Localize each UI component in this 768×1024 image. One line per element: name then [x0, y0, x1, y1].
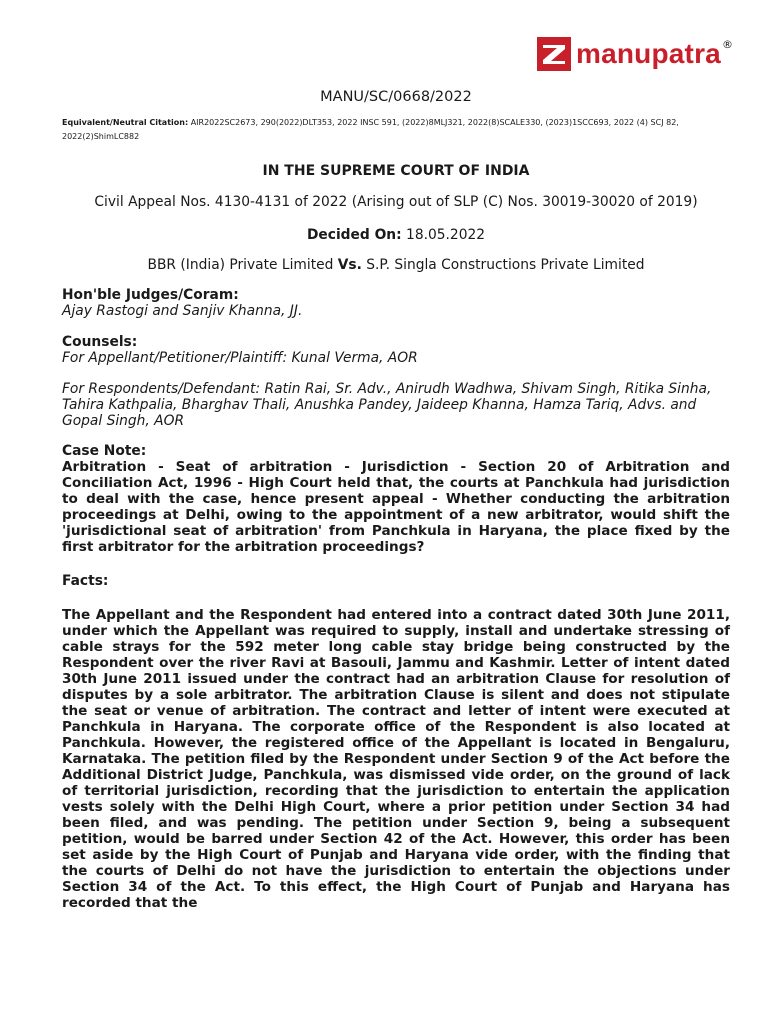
document-body [62, 86, 730, 911]
judges-names: Ajay Rastogi and Sanjiv Khanna, JJ. [62, 303, 303, 319]
appeal-number: Civil Appeal Nos. 4130-4131 of 2022 (Arising out of SLP (C) Nos. 30019-30020 of 2019) [94, 194, 698, 210]
counsels-section [62, 334, 730, 429]
case-note-text: Arbitration - Seat of arbitration - Jurisdiction - Section 20 of Arbitration and Conciliation Act, 1996 - High Court held that, the courts at Panchkula had jurisdiction to deal with the case, hence present appeal - Whether conducting the arbitration proceedings at Delhi, owing to the appointment of a new arbitrator, would shift the 'jurisdictional seat of arbitration' from Panchkula in Haryana, the place fixed by the first arbitrator for the arbitration proceedings? [62, 459, 730, 555]
decided-label: Decided On: [306, 227, 402, 243]
registered-mark: ® [721, 38, 733, 51]
manu-citation-id: MANU/SC/0668/2022 [320, 89, 472, 105]
judges-section [62, 287, 730, 319]
manupatra-logo [537, 37, 733, 71]
citation-text: AIR2022SC2673, 290(2022)DLT353, 2022 INSC 591, (2022)8MLJ321, 2022(8)SCALE330, (2023)1SCC693, 2022 (4) SCJ 82, 2022(2)ShimLC882 [62, 118, 679, 141]
case-note-heading: Case Note: [62, 443, 147, 459]
manupatra-logo-icon [537, 37, 571, 71]
manupatra-logo-text: manupatra [576, 38, 721, 69]
counsels-heading: Counsels: [62, 334, 138, 350]
versus-label: Vs. [337, 257, 362, 273]
facts-text: The Appellant and the Respondent had entered into a contract dated 30th June 2011, under which the Appellant was required to supply, install and undertake stressing of cable strays for the 592 meter long cable stay bridge being constructed by the Respondent over the river Ravi at Basouli, Jammu and Kashmir. Letter of intent dated 30th June 2011 issued under the contract had an arbitration Clause for resolution of disputes by a sole arbitrator. The arbitration Clause is silent and does not stipulate the seat or venue of arbitration. The contract and letter of intent were executed at Panchkula in Haryana. The corporate office of the Respondent is also located at Panchkula. However, the registered office of the Appellant is located in Bengaluru, Karnataka. The petition filed by the Respondent under Section 9 of the Act before the Additional District Judge, Panchkula, was dismissed vide order, on the ground of lack of territorial jurisdiction, recording that the jurisdiction to entertain the application vests solely with the Delhi High Court, where a prior petition under Section 34 had been filed, and was pending. The petition under Section 9, being a subsequent petition, would be barred under Section 42 of the Act. However, this order has been set aside by the High Court of Punjab and Haryana vide order, with the finding that the courts of Delhi do not have the jurisdiction to entertain the objections under Section 34 of the Act. To this effect, the High Court of Punjab and Haryana has recorded that the [62, 607, 730, 911]
case-note-section [62, 443, 730, 555]
facts-heading: Facts: [62, 573, 109, 589]
respondent-party: S.P. Singla Constructions Private Limited [366, 257, 645, 273]
counsel-respondent: For Respondents/Defendant: Ratin Rai, Sr. Adv., Anirudh Wadhwa, Shivam Singh, Ritika Sinha, Tahira Kathpalia, Bharghav Thali, Anushka Pandey, Jaideep Khanna, Hamza Tariq, Advs. and Gopal Singh, AOR [62, 381, 712, 429]
decided-date: 18.05.2022 [406, 227, 486, 243]
equivalent-citation [62, 116, 730, 144]
decided-on [62, 226, 730, 244]
court-name: IN THE SUPREME COURT OF INDIA [262, 163, 530, 179]
judges-heading: Hon'ble Judges/Coram: [62, 287, 239, 303]
parties [62, 256, 730, 274]
appellant-party: BBR (India) Private Limited [147, 257, 334, 273]
citation-label: Equivalent/Neutral Citation: [62, 118, 189, 127]
counsel-appellant: For Appellant/Petitioner/Plaintiff: Kunal Verma, AOR [62, 350, 418, 366]
